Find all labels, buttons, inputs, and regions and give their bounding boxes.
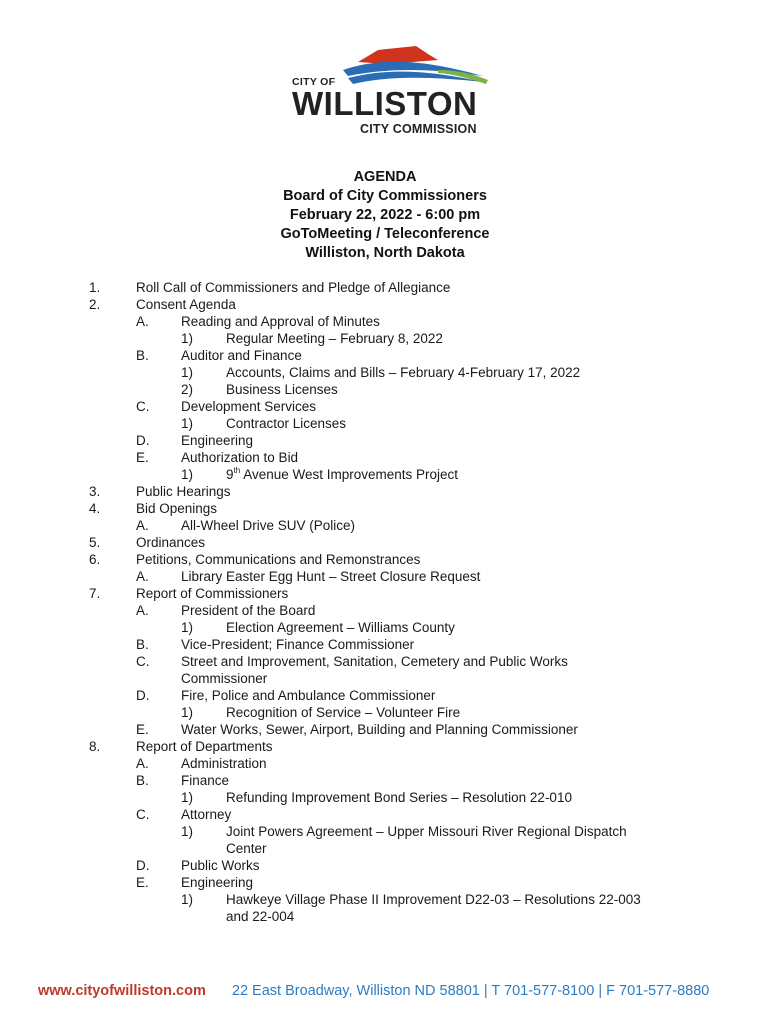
agenda-item-number: 5. <box>89 535 101 550</box>
agenda-item-text: Contractor Licenses <box>226 416 347 431</box>
agenda-item-text: Public Hearings <box>136 484 231 499</box>
agenda-item <box>0 772 770 789</box>
agenda-item-text: President of the Board <box>181 603 316 618</box>
agenda-item-text: Recognition of Service – Volunteer Fire <box>226 705 461 720</box>
agenda-item-number: 3. <box>89 484 101 499</box>
agenda-item <box>0 534 770 551</box>
agenda-item-text: Street and Improvement, Sanitation, Cemetery and Public Works <box>181 654 568 669</box>
agenda-item-number: B. <box>136 637 149 652</box>
agenda-item-number: E. <box>136 722 149 737</box>
agenda-item-text: Petitions, Communications and Remonstrances <box>136 552 421 567</box>
agenda-item-number: A. <box>136 314 149 329</box>
contact-info: 22 East Broadway, Williston ND 58801 | T 701-577-8100 | F 701-577-8880 <box>231 983 710 999</box>
agenda-item <box>0 398 770 415</box>
heading-line: GoToMeeting / Teleconference <box>280 226 490 242</box>
agenda-item-number: 1) <box>181 790 194 805</box>
agenda-item-text: Engineering <box>181 875 254 890</box>
agenda-item <box>0 466 770 483</box>
agenda-item <box>0 908 770 925</box>
agenda-item <box>0 449 770 466</box>
agenda-item-number: 1) <box>181 467 194 482</box>
agenda-item-number: B. <box>136 348 149 363</box>
agenda-item-text: 9th Avenue West Improvements Project <box>226 465 459 482</box>
agenda-item-number: C. <box>136 399 150 414</box>
agenda-item <box>0 619 770 636</box>
agenda-item <box>0 704 770 721</box>
agenda-item-number: A. <box>136 756 149 771</box>
agenda-item-text: Business Licenses <box>226 382 338 397</box>
agenda-item <box>0 313 770 330</box>
agenda-item-text: Engineering <box>181 433 254 448</box>
agenda-item-number: 6. <box>89 552 101 567</box>
agenda-item-text: Ordinances <box>136 535 206 550</box>
agenda-item-number: D. <box>136 688 150 703</box>
agenda-item <box>0 432 770 449</box>
agenda-item <box>0 721 770 738</box>
agenda-item <box>0 585 770 602</box>
agenda-item-number: A. <box>136 569 149 584</box>
agenda-item-text: Joint Powers Agreement – Upper Missouri River Regional Dispatch <box>226 824 627 839</box>
agenda-item-number: E. <box>136 450 149 465</box>
agenda-item-number: 1) <box>181 416 194 431</box>
agenda-item-text: Water Works, Sewer, Airport, Building and Planning Commissioner <box>181 722 578 737</box>
website-link[interactable]: www.cityofwilliston.com <box>38 983 206 999</box>
agenda-item <box>0 296 770 313</box>
agenda-item-text: Consent Agenda <box>136 297 236 312</box>
agenda-item-number: 1) <box>181 892 194 907</box>
agenda-item <box>0 891 770 908</box>
agenda-item <box>0 653 770 670</box>
agenda-item-number: B. <box>136 773 149 788</box>
agenda-item-number: 1) <box>181 620 194 635</box>
agenda-item <box>0 789 770 806</box>
agenda-item <box>0 279 770 296</box>
agenda-item-text: Refunding Improvement Bond Series – Resolution 22-010 <box>226 790 572 805</box>
agenda-item <box>0 806 770 823</box>
heading-line: Williston, North Dakota <box>305 245 465 261</box>
agenda-item <box>0 670 770 687</box>
agenda-item-text: Roll Call of Commissioners and Pledge of Allegiance <box>136 280 451 295</box>
agenda-item-number: C. <box>136 654 150 669</box>
agenda-item <box>0 840 770 857</box>
agenda-item-text: Bid Openings <box>136 501 218 516</box>
logo-subtitle: CITY COMMISSION <box>360 122 477 136</box>
agenda-item-number: C. <box>136 807 150 822</box>
agenda-item <box>0 381 770 398</box>
agenda-item-number: 1) <box>181 705 194 720</box>
agenda-item-text: Election Agreement – Williams County <box>226 620 455 635</box>
agenda-item <box>0 364 770 381</box>
agenda-item <box>0 602 770 619</box>
heading-line: Board of City Commissioners <box>283 188 487 204</box>
city-logo <box>288 40 493 140</box>
agenda-item-text: Fire, Police and Ambulance Commissioner <box>181 688 436 703</box>
agenda-item <box>0 415 770 432</box>
agenda-item-number: A. <box>136 603 149 618</box>
agenda-item-number: A. <box>136 518 149 533</box>
agenda-list <box>0 279 770 925</box>
agenda-item-text: Hawkeye Village Phase II Improvement D22-03 – Resolutions 22-003 <box>226 892 641 907</box>
agenda-item-number: D. <box>136 433 150 448</box>
agenda-item <box>0 347 770 364</box>
agenda-item-text: Accounts, Claims and Bills – February 4-February 17, 2022 <box>226 365 581 380</box>
agenda-item-text: Center <box>226 841 267 856</box>
agenda-item-number: 2. <box>89 297 101 312</box>
agenda-item-text: Development Services <box>181 399 317 414</box>
agenda-item-text: All-Wheel Drive SUV (Police) <box>181 518 356 533</box>
agenda-item-number: 1) <box>181 365 194 380</box>
agenda-item-text: Library Easter Egg Hunt – Street Closure Request <box>181 569 481 584</box>
agenda-item-text: Report of Commissioners <box>136 586 289 601</box>
agenda-item-text: Administration <box>181 756 267 771</box>
page-footer <box>38 983 758 999</box>
agenda-item-text: and 22-004 <box>226 909 295 924</box>
logo-city-of: CITY OF <box>292 76 336 88</box>
agenda-item-number: 1) <box>181 824 194 839</box>
agenda-item-number: 2) <box>181 382 194 397</box>
agenda-item <box>0 755 770 772</box>
agenda-item-number: 4. <box>89 501 101 516</box>
agenda-heading <box>0 168 770 263</box>
heading-line: AGENDA <box>353 169 417 185</box>
agenda-item-text: Commissioner <box>181 671 268 686</box>
agenda-item <box>0 330 770 347</box>
agenda-item-text: Finance <box>181 773 230 788</box>
agenda-item <box>0 874 770 891</box>
agenda-item <box>0 483 770 500</box>
agenda-item-number: 7. <box>89 586 101 601</box>
agenda-item <box>0 517 770 534</box>
agenda-item-number: 1. <box>89 280 101 295</box>
agenda-item-text: Reading and Approval of Minutes <box>181 314 380 329</box>
agenda-item-text: Public Works <box>181 858 260 873</box>
agenda-item-number: D. <box>136 858 150 873</box>
agenda-item <box>0 636 770 653</box>
agenda-item-number: 8. <box>89 739 101 754</box>
agenda-item <box>0 500 770 517</box>
heading-line: February 22, 2022 - 6:00 pm <box>289 207 481 223</box>
agenda-item-text: Auditor and Finance <box>181 348 302 363</box>
agenda-item <box>0 857 770 874</box>
agenda-item <box>0 823 770 840</box>
agenda-item-text: Vice-President; Finance Commissioner <box>181 637 415 652</box>
logo-name: WILLISTON <box>292 85 478 122</box>
agenda-item <box>0 687 770 704</box>
agenda-item-number: E. <box>136 875 149 890</box>
agenda-item-text: Regular Meeting – February 8, 2022 <box>226 331 443 346</box>
agenda-item-number: 1) <box>181 331 194 346</box>
agenda-item <box>0 568 770 585</box>
agenda-item-text: Attorney <box>181 807 232 822</box>
agenda-item-text: Authorization to Bid <box>181 450 299 465</box>
agenda-item <box>0 551 770 568</box>
agenda-item <box>0 738 770 755</box>
agenda-item-text: Report of Departments <box>136 739 273 754</box>
